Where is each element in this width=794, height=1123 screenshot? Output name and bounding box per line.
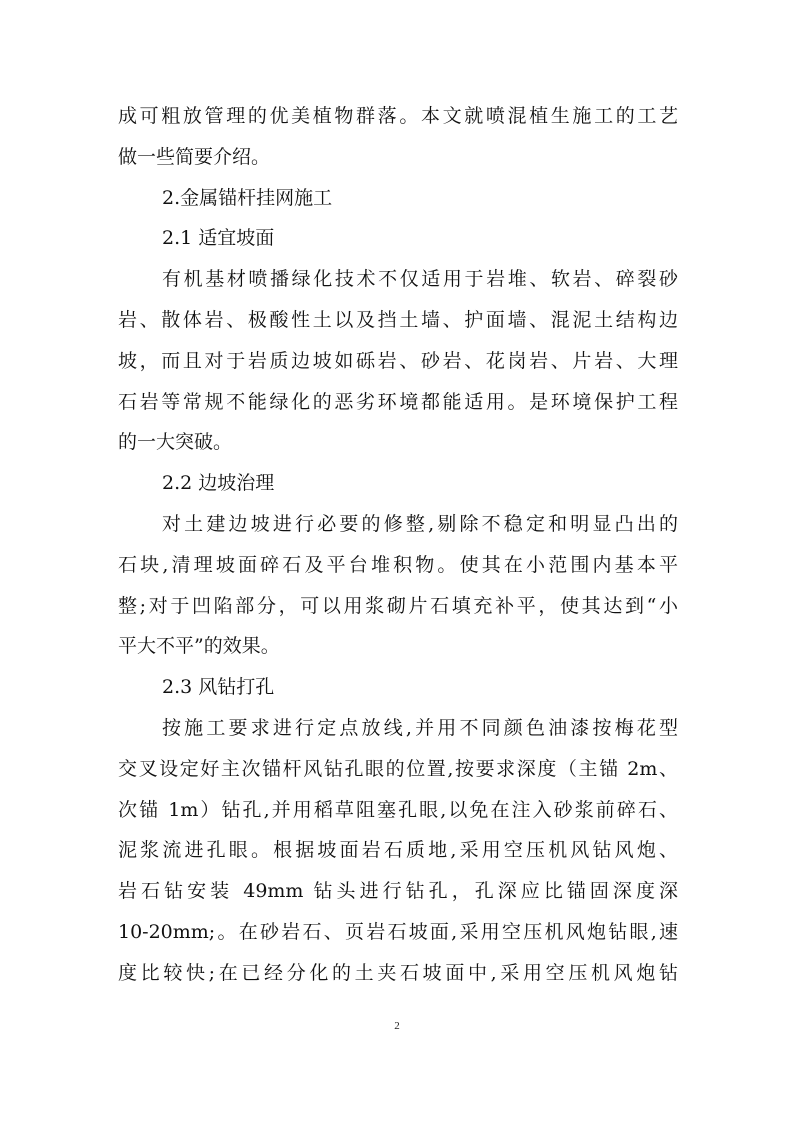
text-line: 泥浆流进孔眼。根据坡面岩石质地,采用空压机风钻风炮、 [118, 839, 678, 862]
text-line: 平大不平”的效果。 [118, 635, 280, 658]
text-line: 2.1 适宜坡面 [162, 227, 275, 250]
text-line: 石块,清理坡面碎石及平台堆积物。使其在小范围内基本平 [118, 553, 678, 576]
text-line: 次锚 1m）钻孔,并用稻草阻塞孔眼,以免在注入砂浆前碎石、 [118, 798, 678, 821]
text-line: 10-20mm;。在砂岩石、页岩石坡面,采用空压机风炮钻眼,速 [118, 920, 678, 943]
text-line: 交叉设定好主次锚杆风钻孔眼的位置,按要求深度（主锚 2m、 [118, 757, 678, 780]
text-line: 2.3 风钻打孔 [162, 676, 275, 699]
text-line: 的一大突破。 [118, 431, 233, 454]
text-line: 度比较快;在已经分化的土夹石坡面中,采用空压机风炮钻 [118, 961, 678, 984]
text-line: 做一些简要介绍。 [118, 145, 271, 168]
text-line: 有机基材喷播绿化技术不仅适用于岩堆、软岩、碎裂砂 [162, 268, 678, 291]
text-line: 成可粗放管理的优美植物群落。本文就喷混植生施工的工艺 [118, 105, 678, 127]
text-line: 2.2 边坡治理 [162, 472, 275, 495]
text-line: 2.金属锚杆挂网施工 [162, 186, 333, 209]
text-line: 整;对于凹陷部分，可以用浆砌片石填充补平，使其达到“小 [118, 594, 678, 617]
text-line: 按施工要求进行定点放线,并用不同颜色油漆按梅花型 [162, 716, 678, 739]
text-line: 坡，而且对于岩质边坡如砾岩、砂岩、花岗岩、片岩、大理 [118, 349, 678, 372]
page-number: 2 [394, 1020, 400, 1032]
text-line: 对土建边坡进行必要的修整,剔除不稳定和明显凸出的 [162, 512, 678, 535]
text-line: 岩石钻安装 49mm 钻头进行钻孔，孔深应比锚固深度深 [118, 880, 678, 903]
document-body [118, 96, 678, 994]
text-line: 石岩等常规不能绿化的恶劣环境都能适用。是环境保护工程 [118, 390, 678, 413]
text-line: 岩、散体岩、极酸性土以及挡土墙、护面墙、混泥土结构边 [118, 308, 678, 331]
